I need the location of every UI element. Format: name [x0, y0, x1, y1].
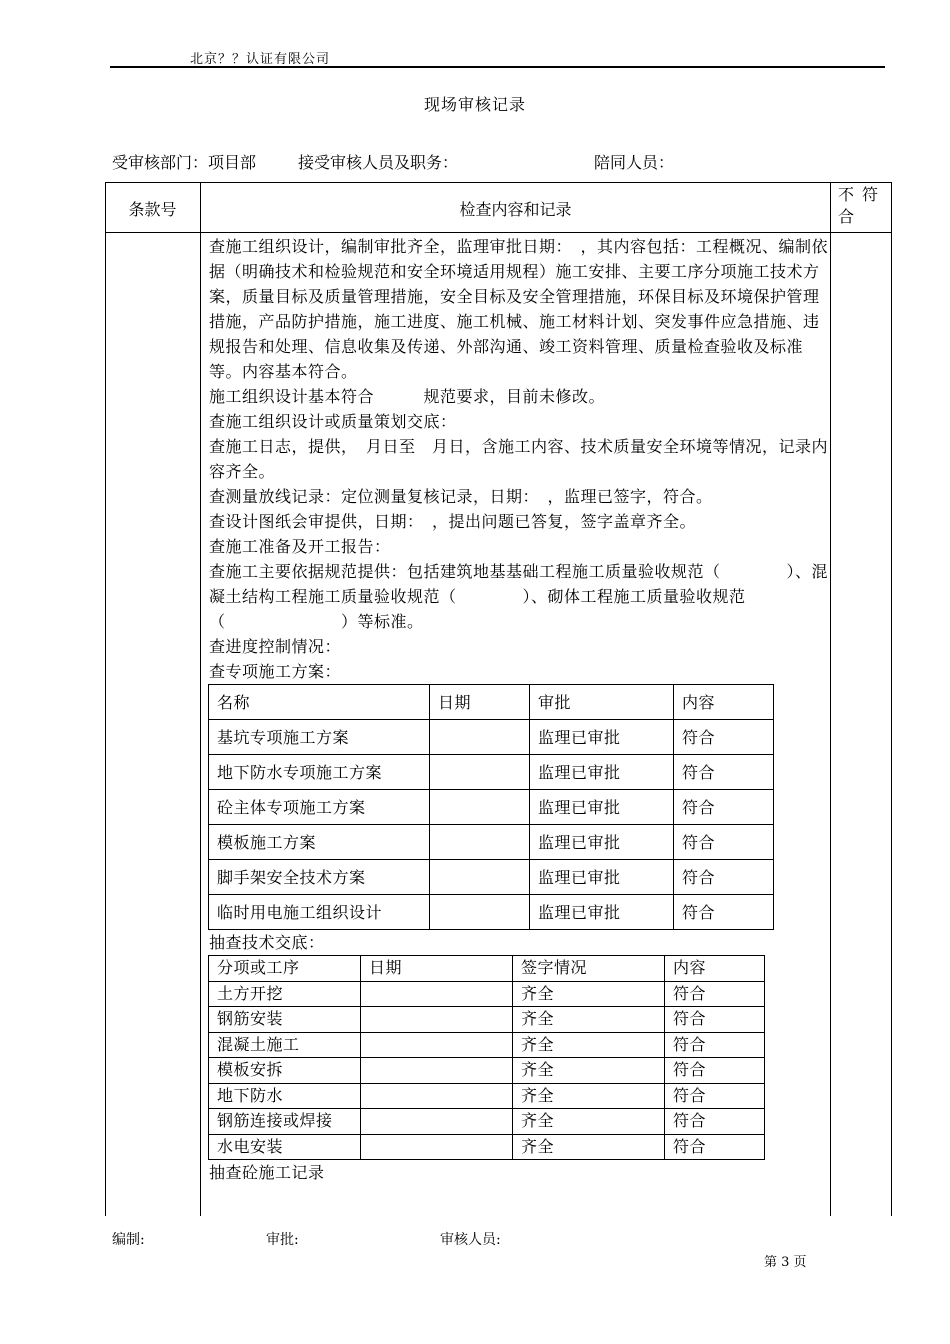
table-row — [209, 1083, 765, 1109]
table-border-right — [891, 182, 892, 1216]
plan-name-cell: 临时用电施工组织设计 — [209, 895, 430, 930]
plan-content-cell: 符合 — [674, 790, 774, 825]
content-cell: 符合 — [665, 1109, 765, 1135]
paragraph-design-briefing: 查施工组织设计或质量策划交底： — [209, 412, 457, 431]
signature-cell: 齐全 — [513, 1134, 665, 1160]
table-row — [209, 1109, 765, 1135]
approved-by-label: 审批: — [266, 1232, 299, 1248]
date-cell — [361, 1058, 513, 1084]
special-plan-table — [208, 684, 774, 930]
signature-cell: 齐全 — [513, 1109, 665, 1135]
header-rule — [110, 66, 885, 68]
table-header-row — [209, 956, 765, 982]
prepared-by-label: 编制: — [112, 1232, 145, 1248]
table-row — [209, 790, 774, 825]
header-cell: 签字情况 — [513, 956, 665, 982]
signature-cell: 齐全 — [513, 1032, 665, 1058]
content-cell: 符合 — [665, 1083, 765, 1109]
plan-date-cell — [430, 720, 530, 755]
header-cell: 名称 — [209, 685, 430, 720]
paragraph-start-report: 查施工准备及开工报告： — [209, 537, 391, 556]
process-cell: 钢筋安装 — [209, 1007, 361, 1033]
table-row — [209, 1032, 765, 1058]
document-title: 现场审核记录 — [423, 95, 526, 114]
signature-cell: 齐全 — [513, 1007, 665, 1033]
plan-name-cell: 脚手架安全技术方案 — [209, 860, 430, 895]
plan-date-cell — [430, 895, 530, 930]
plan-date-cell — [430, 825, 530, 860]
concrete-record-label: 抽查砼施工记录 — [209, 1163, 325, 1182]
header-cell: 内容 — [674, 685, 774, 720]
table-header-row — [209, 685, 774, 720]
table-row — [209, 860, 774, 895]
process-cell: 土方开挖 — [209, 981, 361, 1007]
content-cell: 符合 — [665, 1058, 765, 1084]
signature-cell: 齐全 — [513, 1058, 665, 1084]
table-row — [209, 1058, 765, 1084]
plan-date-cell — [430, 755, 530, 790]
table-row — [209, 1134, 765, 1160]
plan-name-cell: 地下防水专项施工方案 — [209, 755, 430, 790]
tech-briefing-table — [208, 955, 765, 1160]
paragraph-construction-log: 查施工日志，提供， 月日至 月日，含施工内容、技术质量安全环境等情况，记录内容齐全。 — [209, 437, 829, 481]
column-header-nonconform: 不符合 — [838, 185, 887, 226]
process-cell: 混凝土施工 — [209, 1032, 361, 1058]
header-cell: 日期 — [361, 956, 513, 982]
content-cell: 符合 — [665, 981, 765, 1007]
paragraph-standards: 查施工主要依据规范提供：包括建筑地基基础工程施工质量验收规范（ ）、混凝土结构工程施工质量验收规范（ ）、砌体工程施工质量验收规范（ ）等标准。 — [209, 562, 829, 631]
date-cell — [361, 1109, 513, 1135]
column-header-clause: 条款号 — [128, 199, 177, 219]
plan-approval-cell: 监理已审批 — [530, 755, 674, 790]
plan-content-cell: 符合 — [674, 825, 774, 860]
content-cell: 符合 — [665, 1032, 765, 1058]
table-row — [209, 755, 774, 790]
plan-date-cell — [430, 790, 530, 825]
auditor-label: 审核人员: — [440, 1232, 501, 1248]
plan-approval-cell: 监理已审批 — [530, 720, 674, 755]
plan-approval-cell: 监理已审批 — [530, 790, 674, 825]
plan-date-cell — [430, 860, 530, 895]
date-cell — [361, 1134, 513, 1160]
plan-content-cell: 符合 — [674, 860, 774, 895]
date-cell — [361, 1007, 513, 1033]
date-cell — [361, 1032, 513, 1058]
paragraph-drawing-review: 查设计图纸会审提供，日期： ，提出问题已答复，签字盖章齐全。 — [209, 512, 697, 531]
plan-approval-cell: 监理已审批 — [530, 860, 674, 895]
signature-cell: 齐全 — [513, 1083, 665, 1109]
content-cell: 符合 — [665, 1007, 765, 1033]
page-number: 第 3 页 — [764, 1255, 807, 1270]
header-cell: 分项或工序 — [209, 956, 361, 982]
column-header-content: 检查内容和记录 — [459, 199, 572, 219]
table-divider-clause — [200, 182, 201, 1216]
audited-department: 受审核部门：项目部 — [112, 153, 257, 172]
interviewee-label: 接受审核人员及职务： — [298, 153, 459, 172]
content-cell: 符合 — [665, 1134, 765, 1160]
paragraph-survey-records: 查测量放线记录：定位测量复核记录，日期： ，监理已签字，符合。 — [209, 487, 713, 506]
company-header: 北京？？认证有限公司 — [190, 52, 331, 67]
record-table — [105, 182, 891, 1216]
plan-content-cell: 符合 — [674, 755, 774, 790]
plan-approval-cell: 监理已审批 — [530, 825, 674, 860]
plan-name-cell: 基坑专项施工方案 — [209, 720, 430, 755]
check-content — [209, 234, 829, 1185]
header-cell: 审批 — [530, 685, 674, 720]
plan-content-cell: 符合 — [674, 895, 774, 930]
tech-briefing-label: 抽查技术交底： — [209, 933, 325, 952]
accompany-label: 陪同人员： — [594, 153, 675, 172]
plan-content-cell: 符合 — [674, 720, 774, 755]
paragraph-design-conformity: 施工组织设计基本符合 规范要求，目前未修改。 — [209, 387, 606, 406]
signature-cell: 齐全 — [513, 981, 665, 1007]
table-row — [209, 981, 765, 1007]
table-divider-nonconform — [830, 182, 831, 1216]
process-cell: 地下防水 — [209, 1083, 361, 1109]
table-row — [209, 895, 774, 930]
plan-approval-cell: 监理已审批 — [530, 895, 674, 930]
process-cell: 模板安拆 — [209, 1058, 361, 1084]
table-row — [209, 1007, 765, 1033]
table-row — [209, 825, 774, 860]
paragraph-special-plans: 查专项施工方案： — [209, 662, 342, 681]
header-cell: 日期 — [430, 685, 530, 720]
paragraph-progress-control: 查进度控制情况： — [209, 637, 342, 656]
plan-name-cell: 砼主体专项施工方案 — [209, 790, 430, 825]
table-row — [209, 720, 774, 755]
process-cell: 水电安装 — [209, 1134, 361, 1160]
paragraph-construction-design: 查施工组织设计，编制审批齐全，监理审批日期： ，其内容包括：工程概况、编制依据（明确技术和检验规范和安全环境适用规程）施工安排、主要工序分项施工技术方案，质量目标及质量管理措施，安全目标及安全管理措施，环保目标及环境保护管理措施，产品防护措施，施工进度、施工机械、施工材料计划、突发事件应急措施、违规报告和处理、信息收集及传递、外部沟通、竣工资料管理、质量检查验收及标准等。内容基本符合。 — [209, 237, 829, 381]
date-cell — [361, 1083, 513, 1109]
date-cell — [361, 981, 513, 1007]
process-cell: 钢筋连接或焊接 — [209, 1109, 361, 1135]
table-border-left — [105, 182, 106, 1216]
plan-name-cell: 模板施工方案 — [209, 825, 430, 860]
header-cell: 内容 — [665, 956, 765, 982]
